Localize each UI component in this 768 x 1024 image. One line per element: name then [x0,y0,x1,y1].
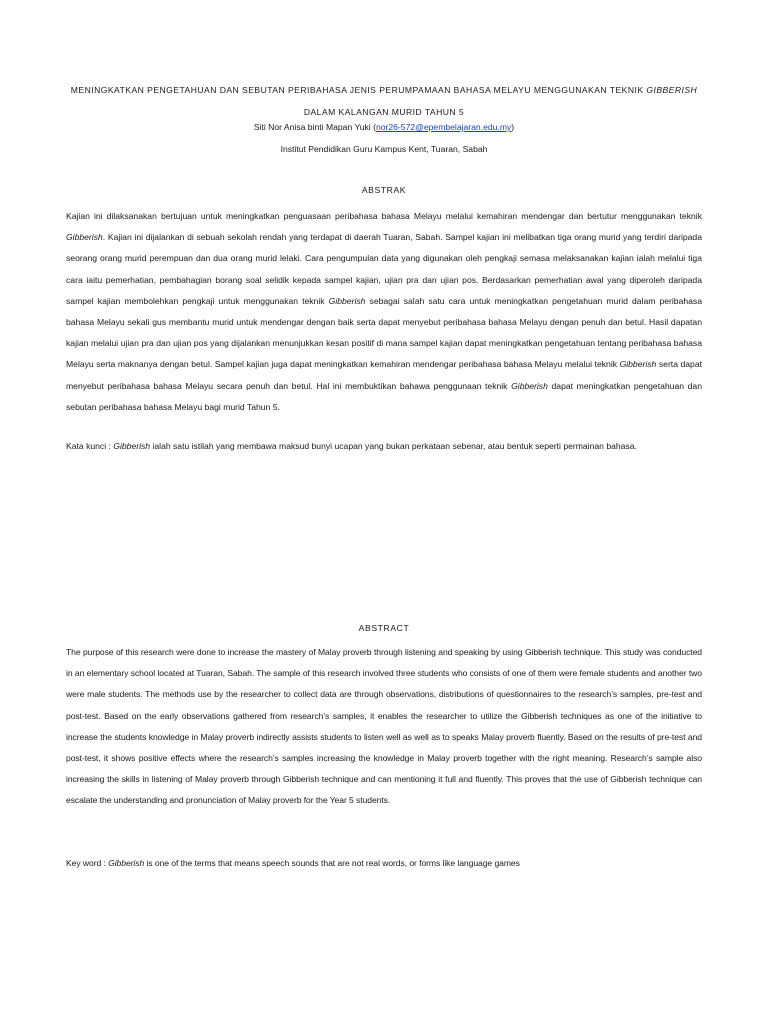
abstract-body: The purpose of this research were done to increase the mastery of Malay proverb through listening and speaking by using Gibberish technique. This study was conducted in an elementary school located at Tuaran, Sabah. The sample of this research involved three students who consists of one of them were female students and another two were male students. The methods use by the researcher to collect data are through observations, distributions of questionnaires to the research’s samples, pre-test and post-test. Based on the early observations gathered from research’s samples, it enables the researcher to utilize the Gibberish techniques as one of the initiative to increase the students knowledge in Malay proverb indirectly assists students to listen well as well as to speaks Malay proverb fluently. Based on the results of pre-test and post-test, it shows positive effects where the research’s samples increasing the knowledge in Malay proverb together with the right meaning. Research’s sample also increasing the skills in listening of Malay proverb through Gibberish technique and can mentioning it full and fluently. This proves that the use of Gibberish technique can escalate the understanding and pronunciation of Malay proverb for the Year 5 students. [66,647,702,806]
abstrak-text-2: . Kajian ini dijalankan di sebuah sekolah rendah yang terdapat di daerah Tuaran, Sabah. Sampel kajian ini melibatkan tiga orang murid yang terdiri daripada seorang orang murid perempuan dan dua orang murid lelaki. Cara pengumpulan data yang digunakan oleh pengkaji semasa melaksanakan kajian ialah melalui tiga cara iaitu pemerhatian, pembahagian borang soal selidik kepada sampel kajian, ujian pra dan ujian pos. Berdasarkan pemerhatian awal yang diperoleh daripada sampel kajian membolehkan pengkaji untuk menggunakan teknik [66,232,702,306]
abstrak-text-5: dapat meningkatkan pengetahuan dan sebutan peribahasa bahasa Melayu bagi murid Tahun 5. [66,380,702,412]
institution: Institut Pendidikan Guru Kampus Kent, Tuaran, Sabah [280,144,488,154]
title-line1: MENINGKATKAN PENGETAHUAN DAN SEBUTAN PERIBAHASA JENIS PERUMPAMAAN BAHASA MELAYU MENGGUNAKAN TEKNIK [70,85,647,95]
key-word-label: Key word : [66,858,109,868]
paper-title [66,80,702,123]
abstrak-italic-2: Gibberish [328,295,366,306]
key-word-italic: Gibberish [108,858,145,868]
author-name: Siti Nor Anisa binti Mapan Yuki ( [253,122,376,132]
title-line1-italic: GIBBERISH [646,85,698,95]
abstrak-text-3: sebagai salah satu cara untuk meningkatkan pengetahuan murid dalam peribahasa bahasa Melayu sekali gus membantu murid untuk mendengar dengan baik serta dapat menyebut peribahasa bahasa Melayu dengan penuh dan betul. Hasil dapatan kajian melalui ujian pra dan ujian pos yang dijalankan menunjukkan kesan positif di mana sampel kajian dapat meningkatkan pengetahuan tentang peribahasa bahasa Melayu serta maknanya dengan betul. Sampel kajian juga dapat meningkatkan kemahiran mendengar peribahasa bahasa Melayu melalui teknik [66,295,702,370]
author-email-link[interactable]: nor26-572@epembelajaran.edu.my [375,122,512,132]
author-line [0,122,768,132]
key-word [66,853,702,874]
abstrak-text-1: Kajian ini dilaksanakan bertujuan untuk meningkatkan penguasaan peribahasa bahasa Melayu melalui kemahiran mendengar dan bertutur menggunakan teknik [66,211,702,221]
abstrak-text-4: serta dapat menyebut peribahasa bahasa Melayu secara penuh dan betul. Hal ini membuktikan bahawa penggunaan teknik [66,359,702,391]
kata-kunci-italic: Gibberish [113,441,151,451]
abstrak-italic-3: Gibberish [619,359,657,370]
key-word-text: is one of the terms that means speech sounds that are not real words, or forms like language games [144,858,520,868]
abstrak-italic-4: Gibberish [511,380,548,391]
kata-kunci-label: Kata kunci : [66,441,114,451]
kata-kunci-text: ialah satu istilah yang membawa maksud bunyi ucapan yang bukan perkataan sebenar, atau bentuk seperti permainan bahasa. [150,441,637,451]
abstrak-heading: ABSTRAK [361,185,407,195]
kata-kunci [66,436,702,457]
abstract-heading: ABSTRACT [358,623,410,633]
author-close: ) [511,122,515,132]
title-line2: DALAM KALANGAN MURID TAHUN 5 [303,106,465,117]
abstrak-body [66,206,702,418]
abstrak-italic-1: Gibberish [66,232,103,243]
